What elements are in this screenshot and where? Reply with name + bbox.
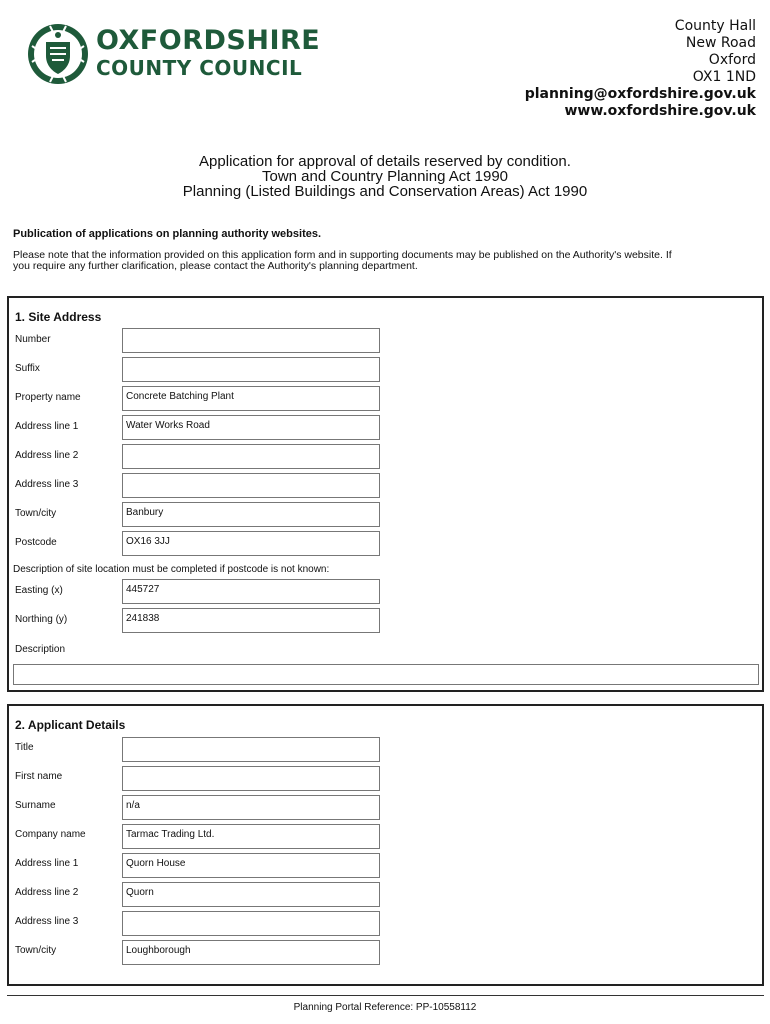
section-title: 2. Applicant Details: [15, 718, 126, 732]
council-crest-logo: [26, 22, 90, 86]
council-website: www.oxfordshire.gov.uk: [564, 103, 756, 119]
portal-reference: Planning Portal Reference: PP-10558112: [293, 1002, 477, 1013]
address-line2-field[interactable]: Quorn: [122, 882, 380, 907]
council-email: planning@oxfordshire.gov.uk: [524, 86, 756, 102]
property-name-field[interactable]: Concrete Batching Plant: [122, 386, 380, 411]
address-line1-field[interactable]: Quorn House: [122, 853, 380, 878]
field-label: Company name: [15, 829, 86, 840]
field-label: Address line 3: [15, 479, 79, 490]
field-label: Postcode: [15, 537, 57, 548]
publication-note-line2: you require any further clarification, please contact the Authority's planning department.: [13, 260, 418, 272]
field-label: Northing (y): [15, 614, 68, 625]
description-field[interactable]: [13, 664, 759, 685]
publication-heading: Publication of applications on planning authority websites.: [13, 228, 322, 240]
council-address: [525, 18, 756, 120]
location-note: Description of site location must be completed if postcode is not known:: [13, 564, 330, 575]
field-label: Title: [15, 742, 34, 753]
easting-field[interactable]: 445727: [122, 579, 380, 604]
address-line2-field[interactable]: [122, 444, 380, 469]
northing-field[interactable]: 241838: [122, 608, 380, 633]
footer-divider: [7, 995, 764, 996]
site-address-section: [7, 296, 764, 692]
field-label: Description: [15, 644, 66, 655]
address-line: New Road: [685, 35, 756, 51]
address-line1-field[interactable]: Water Works Road: [122, 415, 380, 440]
form-title: [0, 154, 770, 199]
postcode-field[interactable]: OX16 3JJ: [122, 531, 380, 556]
field-label: First name: [15, 771, 63, 782]
title-line2: Town and Country Planning Act 1990: [262, 168, 508, 185]
company-name-field[interactable]: Tarmac Trading Ltd.: [122, 824, 380, 849]
section-title: 1. Site Address: [15, 310, 102, 324]
field-label: Suffix: [15, 363, 40, 374]
title-field[interactable]: [122, 737, 380, 762]
field-label: Address line 1: [15, 858, 79, 869]
field-label: Town/city: [15, 508, 57, 519]
field-label: Easting (x): [15, 585, 63, 596]
town-city-field[interactable]: Loughborough: [122, 940, 380, 965]
org-name-line1: OXFORDSHIRE: [96, 25, 321, 56]
address-line3-field[interactable]: [122, 473, 380, 498]
organisation-name: [96, 26, 320, 80]
org-name-line2: COUNTY COUNCIL: [96, 56, 303, 80]
title-line1: Application for approval of details reserved by condition.: [199, 153, 571, 170]
town-city-field[interactable]: Banbury: [122, 502, 380, 527]
address-line: OX1 1ND: [692, 69, 756, 85]
field-label: Property name: [15, 392, 81, 403]
suffix-field[interactable]: [122, 357, 380, 382]
field-label: Surname: [15, 800, 56, 811]
applicant-details-section: [7, 704, 764, 986]
publication-note: [13, 250, 758, 272]
field-label: Address line 1: [15, 421, 79, 432]
field-label: Address line 2: [15, 887, 79, 898]
surname-field[interactable]: n/a: [122, 795, 380, 820]
field-label: Number: [15, 334, 51, 345]
field-label: Town/city: [15, 945, 57, 956]
field-label: Address line 3: [15, 916, 79, 927]
title-line3: Planning (Listed Buildings and Conservation Areas) Act 1990: [182, 183, 588, 200]
address-line: Oxford: [708, 52, 756, 68]
first-name-field[interactable]: [122, 766, 380, 791]
address-line3-field[interactable]: [122, 911, 380, 936]
number-field[interactable]: [122, 328, 380, 353]
address-line: County Hall: [674, 18, 756, 34]
field-label: Address line 2: [15, 450, 79, 461]
publication-note-line1: Please note that the information provided on this application form and in supporting documents may be published on the Authority's website. If: [13, 249, 672, 261]
